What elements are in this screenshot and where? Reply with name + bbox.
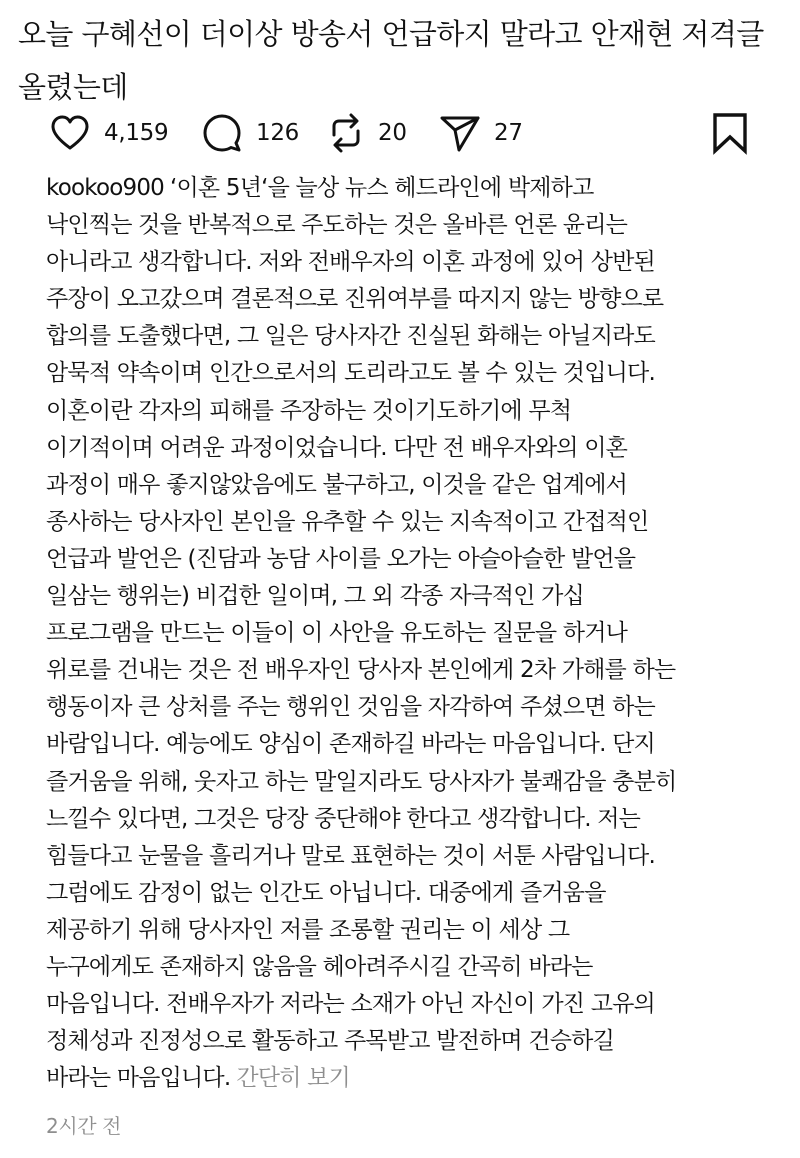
comment-bubble-icon: [200, 111, 244, 155]
heart-icon: [48, 111, 92, 155]
post-caption: [46, 170, 786, 1097]
caption-line: 과정이 매우 좋지않았음에도 불구하고, 이것을 같은 업계에서: [46, 471, 628, 498]
caption-line: 이혼이란 각자의 피해를 주장하는 것이기도하기에 무척: [46, 397, 572, 424]
caption-line: 주장이 오고갔으며 결론적으로 진위여부를 따지지 않는 방향으로: [46, 286, 664, 313]
bookmark-icon: [710, 111, 750, 155]
post-headline: 오늘 구혜선이 더이상 방송서 언급하지 말라고 안재현 저격글 올렸는데: [18, 17, 764, 104]
caption-line: 즐거움을 위해, 웃자고 하는 말일지라도 당사자가 불쾌감을 충분히: [46, 768, 677, 795]
caption-text: ‘이혼 5년‘을 늘상 뉴스 헤드라인에 박제하고: [170, 175, 594, 201]
caption-line: 암묵적 약속이며 인간으로서의 도리라고도 볼 수 있는 것입니다.: [46, 360, 655, 387]
caption-line: 합의를 도출했다면, 그 일은 당사자간 진실된 화해는 아닐지라도: [46, 323, 655, 350]
repost-count: 20: [378, 120, 407, 146]
bookmark-button[interactable]: [710, 108, 750, 158]
action-bar: [48, 108, 758, 158]
caption-line: 마음입니다. 전배우자가 저라는 소재가 아닌 자신이 가진 고유의: [46, 991, 655, 1018]
caption-line: 낙인찍는 것을 반복적으로 주도하는 것은 올바른 언론 윤리는: [46, 212, 628, 239]
send-icon: [438, 111, 482, 155]
caption-line: [46, 170, 786, 207]
share-button[interactable]: [438, 108, 523, 158]
caption-line: 누구에게도 존재하지 않음을 헤아려주시길 간곡히 바라는: [46, 953, 593, 980]
post-timestamp: 2시간 전: [46, 1114, 122, 1138]
caption-line: 일삼는 행위는) 비겁한 일이며, 그 외 각종 자극적인 가십: [46, 583, 584, 610]
caption-text: 바라는 마음입니다.: [46, 1065, 231, 1092]
caption-line: 프로그램을 만드는 이들이 이 사안을 유도하는 질문을 하거나: [46, 620, 628, 647]
share-count: 27: [494, 120, 523, 146]
caption-line: 종사하는 당사자인 본인을 유추할 수 있는 지속적이고 간접적인: [46, 508, 649, 535]
repost-icon: [326, 111, 366, 155]
caption-line: 위로를 건내는 것은 전 배우자인 당사자 본인에게 2차 가해를 하는: [46, 657, 676, 684]
caption-line: 느낄수 있다면, 그것은 당장 중단해야 한다고 생각합니다. 저는: [46, 805, 641, 832]
caption-line: 힘들다고 눈물을 흘리거나 말로 표현하는 것이 서툰 사람입니다.: [46, 842, 655, 869]
caption-line: 정체성과 진정성으로 활동하고 주목받고 발전하며 건승하길: [46, 1028, 615, 1055]
caption-line: 이기적이며 어려운 과정이었습니다. 다만 전 배우자와의 이혼: [46, 434, 628, 461]
caption-line: 아니라고 생각합니다. 저와 전배우자의 이혼 과정에 있어 상반된: [46, 249, 655, 276]
comment-button[interactable]: [200, 108, 299, 158]
caption-line: 바람입니다. 예능에도 양심이 존재하길 바라는 마음입니다. 단지: [46, 731, 655, 758]
caption-line: [46, 1060, 786, 1097]
comment-count: 126: [256, 120, 299, 146]
caption-line: 언급과 발언은 (진담과 농담 사이를 오가는 아슬아슬한 발언을: [46, 545, 636, 572]
like-button[interactable]: [48, 108, 168, 158]
username-link[interactable]: kookoo900: [46, 175, 164, 201]
repost-button[interactable]: [326, 108, 407, 158]
caption-line: 행동이자 큰 상처를 주는 행위인 것임을 자각하여 주셨으면 하는: [46, 694, 655, 721]
caption-line: 그럼에도 감정이 없는 인간도 아닙니다. 대중에게 즐거움을: [46, 879, 606, 906]
caption-line: 제공하기 위해 당사자인 저를 조롱할 권리는 이 세상 그: [46, 916, 570, 943]
collapse-caption-link[interactable]: 간단히 보기: [236, 1065, 350, 1092]
like-count: 4,159: [104, 120, 169, 146]
